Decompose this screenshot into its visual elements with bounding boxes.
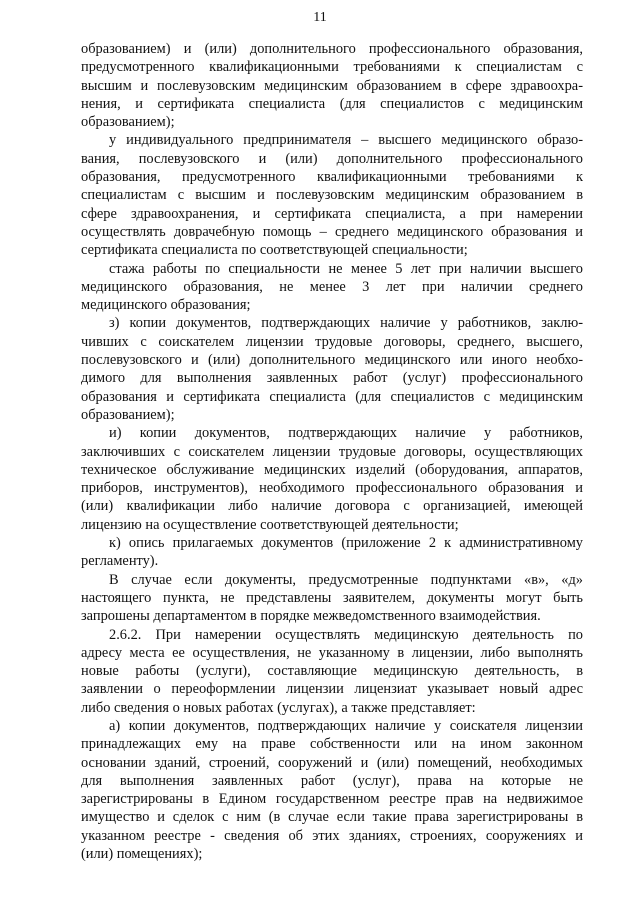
- text-line: медицинского образования;: [81, 297, 251, 314]
- text-line: осуществлять доврачебную помощь – среднего медицинского образования и: [81, 223, 583, 240]
- text-line: принадлежащих ему на праве собственности или на ином законном: [81, 736, 583, 753]
- text-line: для выполнения заявленных работ (услуг), права на которые не: [81, 772, 583, 789]
- text-line: чивших с соискателем лицензии трудовые договоры, среднего, высшего,: [81, 333, 583, 350]
- text-line: имущество и сделок с ним (в случае если такие права зарегистрированы в: [81, 809, 583, 826]
- text-line: заключивших с соискателем лицензии трудовые договоры, осуществляющих: [81, 443, 583, 460]
- text-line: послевузовского и (или) дополнительного медицинского или иного необхо-: [81, 352, 583, 369]
- text-line: настоящего пункта, не представлены заявителем, документы могут быть: [81, 589, 583, 606]
- text-line: а) копии документов, подтверждающих наличие у соискателя лицензии: [109, 717, 583, 734]
- text-line: зарегистрированы в Едином государственном реестре прав на недвижимое: [81, 791, 583, 808]
- text-line: медицинского образования, не менее 3 лет при наличии среднего: [81, 278, 583, 295]
- text-line: димого для выполнения заявленных работ (услуг) профессионального: [81, 370, 583, 387]
- text-line: (или) помещениях);: [81, 846, 203, 863]
- text-line: адресу места ее осуществления, не указанному в лицензии, либо выполнять: [81, 644, 583, 661]
- text-line: приборов, инструментов), необходимого профессионального образования и: [81, 480, 583, 497]
- text-line: регламенту).: [81, 553, 159, 570]
- text-line: (или) квалификации либо наличие договора с организацией, имеющей: [81, 498, 583, 515]
- text-line: запрошены департаментом в порядке межведомственного взаимодействия.: [81, 608, 541, 625]
- text-line: указанном реестре - сведения об этих зданиях, строениях, сооружениях и: [81, 827, 583, 844]
- text-line: образования, предусмотренного квалификационными требованиями к: [81, 169, 583, 186]
- text-line: образованием) и (или) дополнительного профессионального образования,: [81, 41, 583, 57]
- text-line: высшим и послевузовским медицинским образованием в сфере здравоохра-: [81, 77, 583, 94]
- text-line: образованием);: [81, 114, 175, 131]
- text-line: специалистам с высшим и послевузовским медицинским образованием в: [81, 187, 583, 204]
- text-line: основании зданий, строений, сооружений и (или) помещений, необходимых: [81, 754, 583, 771]
- text-line: стажа работы по специальности не менее 5 лет при наличии высшего: [109, 260, 583, 277]
- text-line: новые работы (услуги), составляющие медицинскую деятельность, в: [81, 663, 583, 680]
- document-body: [81, 40, 583, 863]
- text-line: образованием);: [81, 406, 175, 423]
- text-line: и) копии документов, подтверждающих наличие у работников,: [109, 425, 583, 442]
- text-line: 2.6.2. При намерении осуществлять медицинскую деятельность по: [109, 626, 583, 643]
- text-line: к) опись прилагаемых документов (приложение 2 к административному: [109, 535, 583, 552]
- text-line: сертификата специалиста по соответствующей специальности;: [81, 242, 468, 259]
- text-line: предусмотренного квалификационными требованиями к специалистам с: [81, 59, 583, 76]
- text-line: заявлении о переоформлении лицензии лицензиат указывает новый адрес: [81, 681, 583, 698]
- text-line: у индивидуального предпринимателя – высшего медицинского образо-: [109, 132, 583, 149]
- text-line: нения, и сертификата специалиста (для специалистов с медицинским: [81, 95, 583, 112]
- page-number: 11: [313, 10, 327, 25]
- text-line: вания, послевузовского и (или) дополнительного профессионального: [81, 150, 583, 167]
- text-line: образования и сертификата специалиста (для специалистов с медицинским: [81, 388, 583, 405]
- text-line: В случае если документы, предусмотренные подпунктами «в», «д»: [109, 571, 583, 588]
- text-line: лицензию на осуществление соответствующей деятельности;: [81, 516, 459, 533]
- text-line: сфере здравоохранения, и сертификата специалиста, а при намерении: [81, 205, 583, 222]
- text-line: либо сведения о новых работах (услугах), а также представляет:: [81, 699, 476, 716]
- text-line: техническое обслуживание медицинских изделий (оборудования, аппаратов,: [81, 461, 583, 478]
- text-line: з) копии документов, подтверждающих наличие у работников, заклю-: [109, 315, 583, 332]
